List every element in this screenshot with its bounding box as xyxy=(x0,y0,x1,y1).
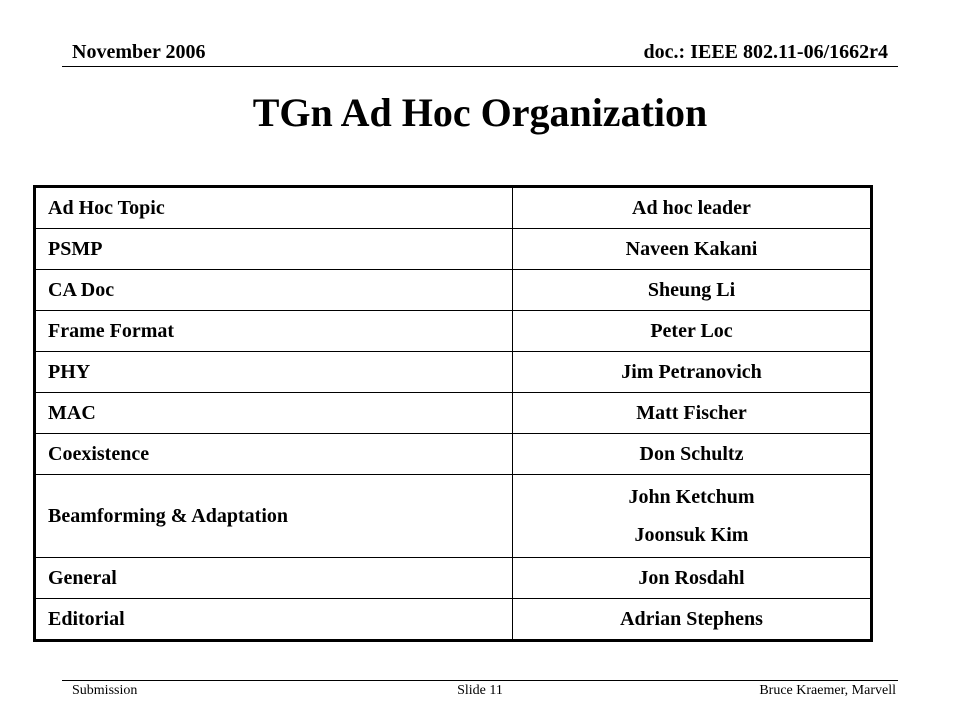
topic-cell: Editorial xyxy=(35,599,513,641)
leader-cell xyxy=(513,475,872,558)
table-row xyxy=(35,475,872,558)
leader-cell xyxy=(513,393,872,434)
topic-cell: Coexistence xyxy=(35,434,513,475)
leader-name: Adrian Stephens xyxy=(620,608,763,630)
leader-cell xyxy=(513,311,872,352)
table-row xyxy=(35,558,872,599)
table-row xyxy=(35,599,872,641)
table-row xyxy=(35,229,872,270)
table-header-row xyxy=(35,187,872,229)
leader-name: Sheung Li xyxy=(647,279,736,301)
header-cell-leader: Ad hoc leader xyxy=(513,187,872,229)
leader-cell xyxy=(513,599,872,641)
leader-name: Jon Rosdahl xyxy=(638,567,745,589)
leader-name: Matt Fischer xyxy=(636,402,747,424)
topic-cell: CA Doc xyxy=(35,270,513,311)
footer-divider xyxy=(62,680,898,681)
footer-submission: Submission xyxy=(72,683,138,698)
header-doc-id: doc.: IEEE 802.11-06/1662r4 xyxy=(643,41,888,63)
leader-name: Joonsuk Kim xyxy=(634,524,749,546)
leader-cell xyxy=(513,229,872,270)
header-divider xyxy=(62,66,898,67)
leader-cell xyxy=(513,352,872,393)
leader-cell xyxy=(513,270,872,311)
footer-author: Bruce Kraemer, Marvell xyxy=(759,683,896,698)
leader-name: Jim Petranovich xyxy=(621,361,762,383)
leader-cell xyxy=(513,434,872,475)
topic-cell: Frame Format xyxy=(35,311,513,352)
topic-cell: PSMP xyxy=(35,229,513,270)
topic-cell: Beamforming & Adaptation xyxy=(35,475,513,558)
table-row xyxy=(35,393,872,434)
leader-cell xyxy=(513,558,872,599)
ad-hoc-table xyxy=(33,185,873,642)
footer-slide-number: Slide 11 xyxy=(457,683,503,698)
header-cell-topic: Ad Hoc Topic xyxy=(35,187,513,229)
header-date: November 2006 xyxy=(72,41,206,63)
leader-name: Peter Loc xyxy=(650,320,733,342)
leader-name: Don Schultz xyxy=(639,443,744,465)
table-row xyxy=(35,311,872,352)
topic-cell: General xyxy=(35,558,513,599)
topic-cell: PHY xyxy=(35,352,513,393)
table-row xyxy=(35,270,872,311)
topic-cell: MAC xyxy=(35,393,513,434)
table-row xyxy=(35,434,872,475)
leader-name: Naveen Kakani xyxy=(625,238,758,260)
leader-name: John Ketchum xyxy=(628,486,755,508)
table-row xyxy=(35,352,872,393)
slide-title: TGn Ad Hoc Organization xyxy=(252,90,708,135)
